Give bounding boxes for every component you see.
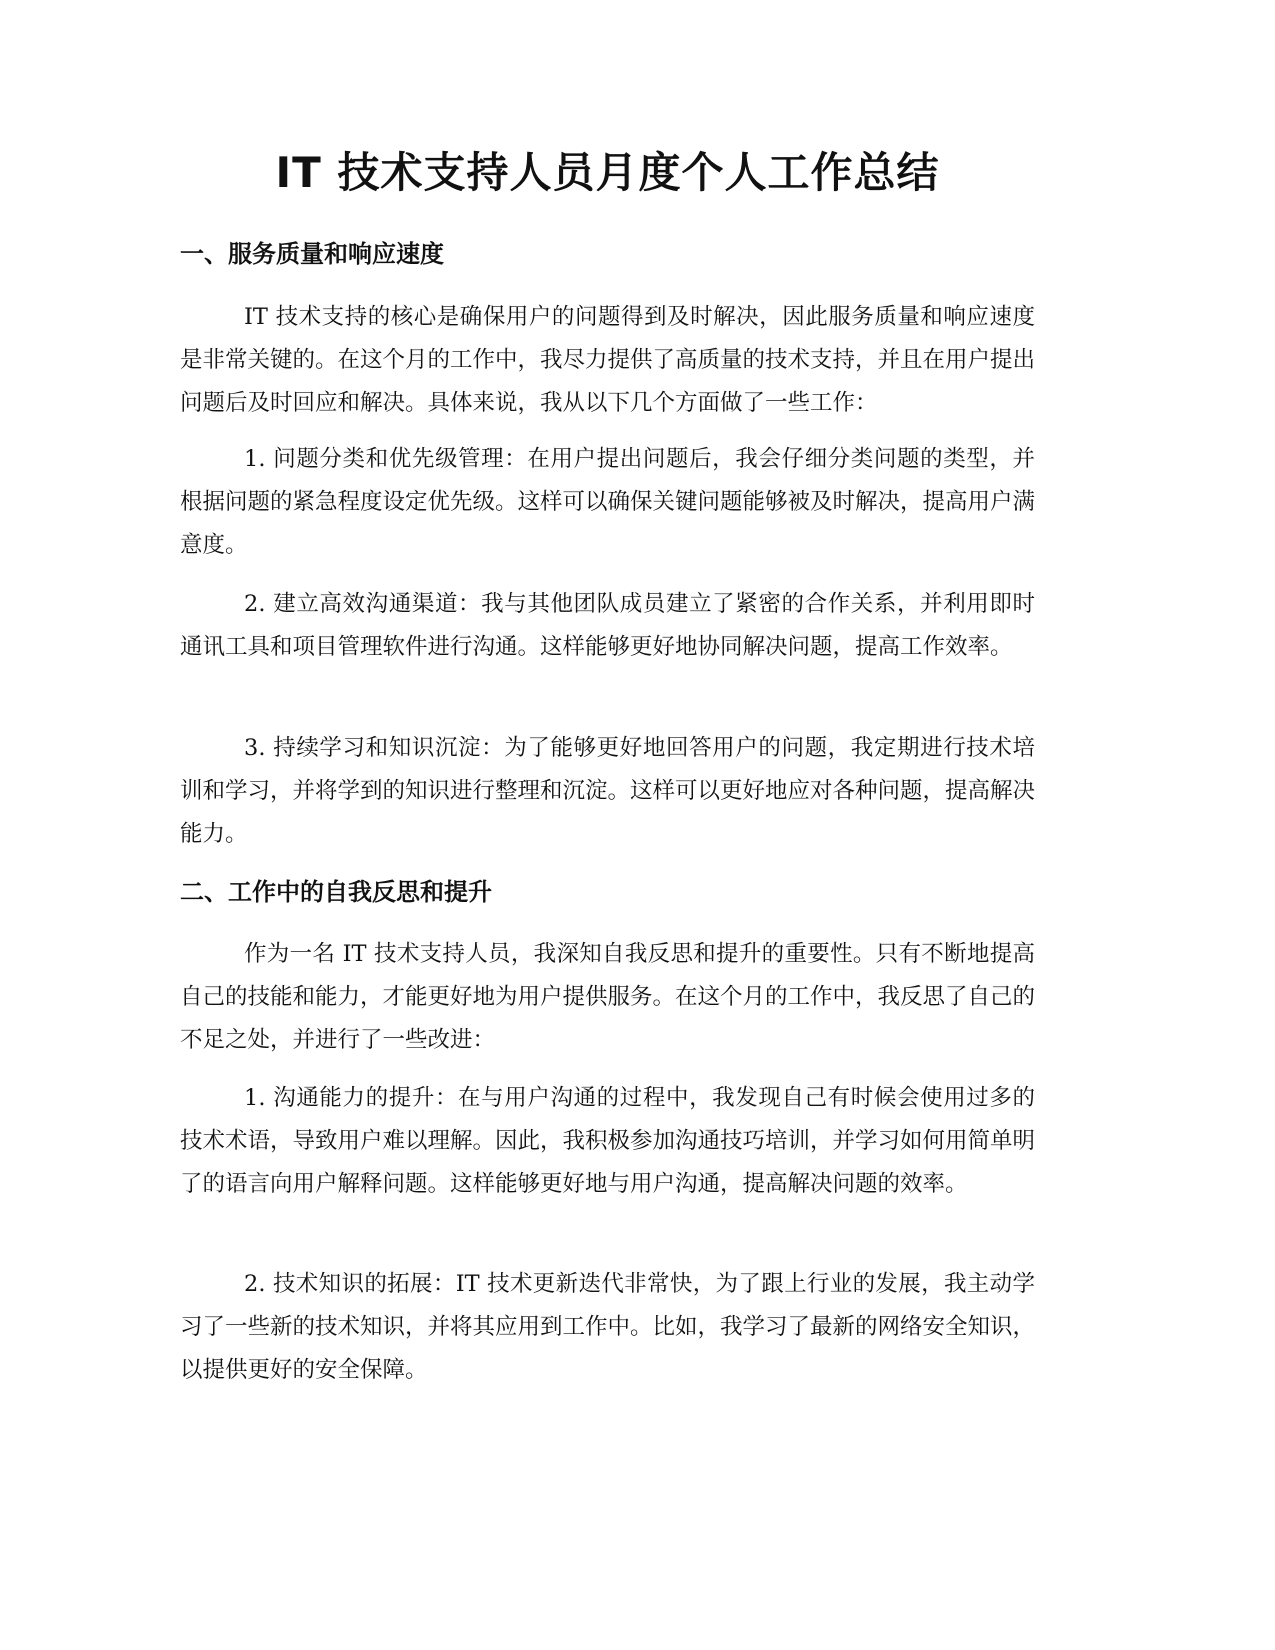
document-title: IT 技术支持人员月度个人工作总结: [275, 148, 940, 197]
paragraph-item-3: 3. 持续学习和知识沉淀：为了能够更好地回答用户的问题，我定期进行技术培训和学习，并将学到的知识进行整理和沉淀。这样可以更好地应对各种问题，提高解决能力。: [180, 735, 1036, 847]
paragraph-item-2: 2. 建立高效沟通渠道：我与其他团队成员建立了紧密的合作关系，并利用即时通讯工具和项目管理软件进行沟通。这样能够更好地协同解决问题，提高工作效率。: [180, 591, 1035, 660]
section-heading-self-reflection: 二、工作中的自我反思和提升: [180, 878, 492, 906]
paragraph-item-2: 2. 技术知识的拓展：IT 技术更新迭代非常快，为了跟上行业的发展，我主动学习了一些新的技术知识，并将其应用到工作中。比如，我学习了最新的网络安全知识，以提供更好的安全保障。: [180, 1271, 1036, 1383]
section-heading-service-quality: 一、服务质量和响应速度: [180, 240, 444, 268]
paragraph-intro: 作为一名 IT 技术支持人员，我深知自我反思和提升的重要性。只有不断地提高自己的技能和能力，才能更好地为用户提供服务。在这个月的工作中，我反思了自己的不足之处，并进行了一些改进：: [180, 941, 1036, 1053]
paragraph-intro: IT 技术支持的核心是确保用户的问题得到及时解决，因此服务质量和响应速度是非常关键的。在这个月的工作中，我尽力提供了高质量的技术支持，并且在用户提出问题后及时回应和解决。具体来说，我从以下几个方面做了一些工作：: [180, 304, 1036, 416]
paragraph-item-1: 1. 问题分类和优先级管理：在用户提出问题后，我会仔细分类问题的类型，并根据问题的紧急程度设定优先级。这样可以确保关键问题能够被及时解决，提高用户满意度。: [180, 446, 1036, 558]
paragraph-item-1: 1. 沟通能力的提升：在与用户沟通的过程中，我发现自己有时候会使用过多的技术术语，导致用户难以理解。因此，我积极参加沟通技巧培训，并学习如何用简单明了的语言向用户解释问题。这样能够更好地与用户沟通，提高解决问题的效率。: [180, 1085, 1036, 1197]
